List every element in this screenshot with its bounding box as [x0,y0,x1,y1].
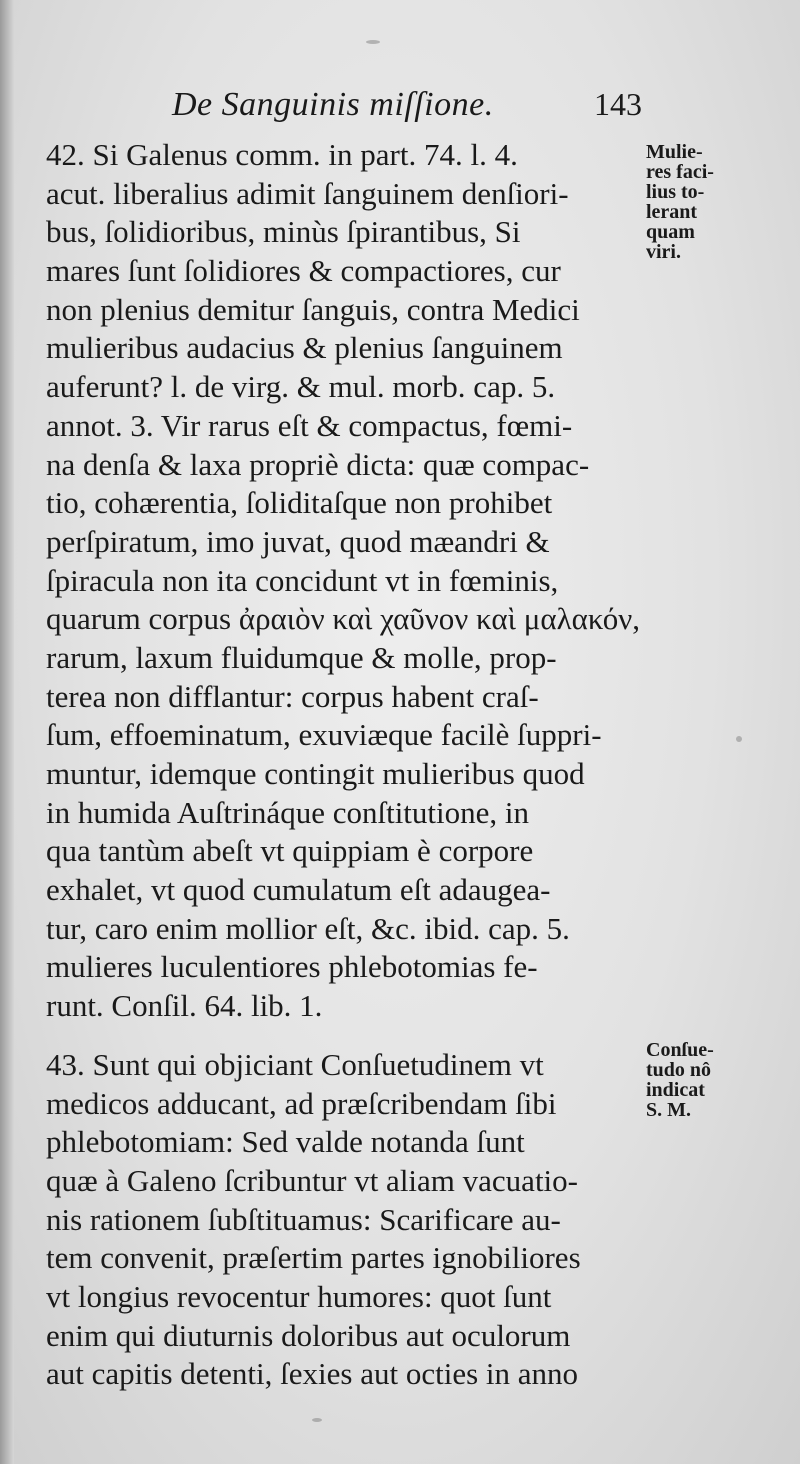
page-edge-shadow [0,0,14,1464]
margin-note-line: S. M. [646,1099,691,1121]
margin-note-line: quam [646,221,695,243]
margin-note-line: res faci- [646,161,714,183]
margin-note-line: viri. [646,241,681,263]
margin-note [646,1040,796,1120]
text-line: runt. Conſil. 64. lib. 1. [46,988,323,1024]
text-line: mulieres luculentiores phlebotomias fe- [46,949,538,985]
text-line: bus, ſolidioribus, minùs ſpirantibus, Si [46,214,521,250]
text-line: tur, caro enim mollior eſt, &c. ibid. cap. 5. [46,910,570,946]
text-line: perſpiratum, imo juvat, quod mæandri & [46,523,550,559]
ink-speck [312,1418,322,1422]
text-line: tio, cohærentia, ſoliditaſque non prohibet [46,485,553,521]
ink-speck [736,736,742,742]
text-line: ſpiracula non ita concidunt vt in fœminis, [46,562,559,598]
text-line: quæ à Galeno ſcribuntur vt aliam vacuatio- [46,1162,578,1198]
page-header [0,86,800,130]
margin-note-line: indicat [646,1079,705,1101]
page-number: 143 [594,86,642,122]
text-line: 43. Sunt qui objiciant Conſuetudinem vt [46,1046,544,1082]
margin-note-line: tudo nô [646,1059,712,1081]
text-line: medicos adducant, ad præſcribendam ſibi [46,1085,557,1121]
text-line: non plenius demitur ſanguis, contra Medici [46,291,580,327]
text-line: exhalet, vt quod cumulatum eſt adaugea- [46,872,551,908]
text-line: auferunt? l. de virg. & mul. morb. cap. 5. [46,369,556,405]
text-line: vt longius revocentur humores: quot ſunt [46,1278,552,1314]
margin-note-line: lius to- [646,181,705,203]
text-line: enim qui diuturnis doloribus aut oculorum [46,1317,571,1353]
text-line: acut. liberalius adimit ſanguinem denſiori- [46,175,569,211]
margin-note [646,142,796,262]
text-line: phlebotomiam: Sed valde notanda ſunt [46,1124,525,1160]
text-line: quarum corpus ἀραιὸν καὶ χαῦνον καὶ μαλακόν, [46,601,640,637]
margin-note-line: Conſue- [646,1039,714,1061]
text-line: mulieribus audacius & plenius ſanguinem [46,330,563,366]
text-line: terea non difflantur: corpus habent craſ- [46,678,539,714]
text-line: qua tantùm abeſt vt quippiam è corpore [46,833,534,869]
text-line: rarum, laxum fluidumque & molle, prop- [46,639,557,675]
text-line: mares ſunt ſolidiores & compactiores, cur [46,253,561,289]
text-line: na denſa & laxa propriè dicta: quæ compac- [46,446,590,482]
text-line: annot. 3. Vir rarus eſt & compactus, fœmi- [46,407,573,443]
margin-note-line: Mulie- [646,141,703,163]
text-line: ſum, effoeminatum, exuviæque facilè ſuppri- [46,717,602,753]
text-line: tem convenit, præſertim partes ignobiliores [46,1240,581,1276]
body-text [46,136,640,1394]
text-line: 42. Si Galenus comm. in part. 74. l. 4. [46,137,518,172]
ink-speck [366,40,380,44]
text-line: nis rationem ſubſtituamus: Scarificare au- [46,1201,561,1237]
text-line: aut capitis detenti, ſexies aut octies in anno [46,1356,579,1392]
running-title: De Sanguinis miſſione. [172,86,494,123]
text-line: in humida Auſtrináque conſtitutione, in [46,794,530,830]
margin-note-line: lerant [646,201,698,223]
text-line: muntur, idemque contingit mulieribus quod [46,756,585,791]
